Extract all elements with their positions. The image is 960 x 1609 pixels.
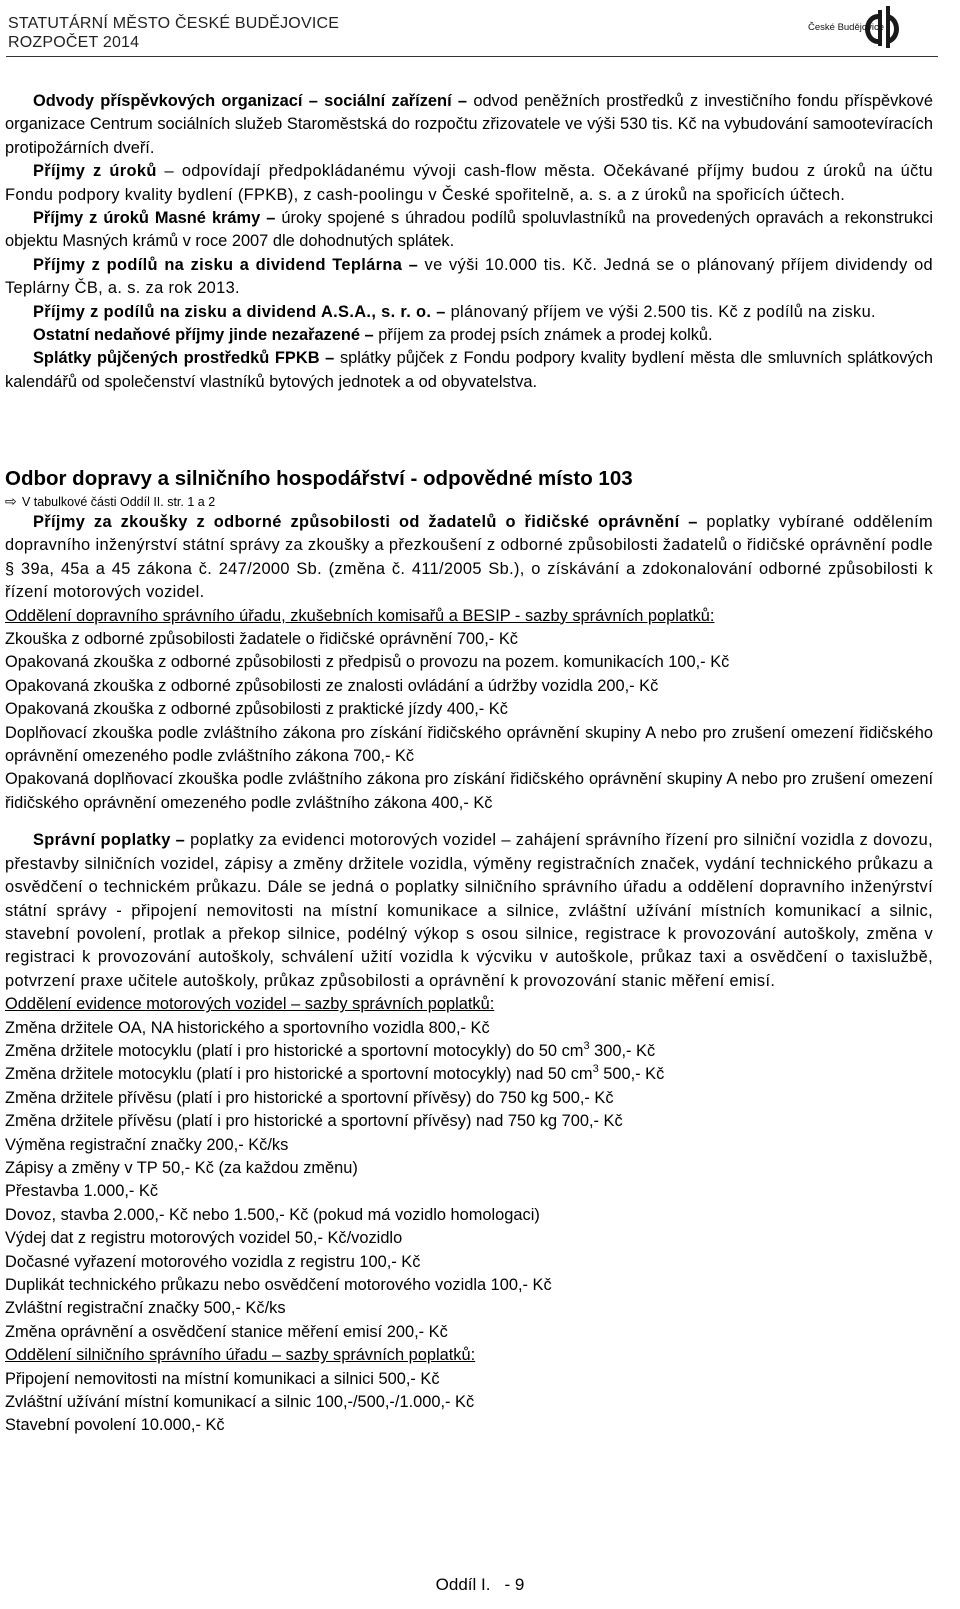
fee-list-silnicni xyxy=(5,1368,933,1438)
paragraph-odvody: Odvody příspěvkových organizací – sociální zařízení – odvod peněžních prostředků z investičního fondu příspěvkové organizace Centrum sociálních služeb Staroměstská do rozpočtu zřizovatele ve výši 530 tis. Kč na vybudování samootevíracích protipožárních dveří. xyxy=(5,92,933,157)
list-item: Připojení nemovitosti na místní komunikaci a silnici 500,- Kč xyxy=(5,1369,440,1388)
footer-section-label: Oddíl I. xyxy=(435,1575,491,1594)
term-masne-kramy: Příjmy z úroků Masné krámy – xyxy=(33,209,276,228)
paragraph-splatky: Splátky půjčených prostředků FPKB – splátky půjček z Fondu podpory kvality bydlení města dle smluvních splátkových kalendářů od společenství vlastníků bytových jednotek a od obyvatelstva. xyxy=(5,349,933,391)
list-heading-besip: Oddělení dopravního správního úřadu, zkušebních komisařů a BESIP - sazby správních poplatků: xyxy=(5,606,715,625)
paragraph-zkousky: Příjmy za zkoušky z odborné způsobilosti od žadatelů o řidičské oprávnění – poplatky vybírané oddělením dopravního inženýrství státní správy za zkoušky a přezkoušení z odborné způsobilosti žadatelů o řidičské oprávnění podle § 39a, 45a a 45 zákona č. 247/2000 Sb. (změna č. 411/2005 Sb.), o získávání a zdokonalování odborné způsobilosti k řízení motorových vozidel. xyxy=(5,513,934,602)
list-item: Opakovaná zkouška z odborné způsobilosti z praktické jízdy 400,- Kč xyxy=(5,700,508,719)
fee-list-besip xyxy=(5,628,933,815)
term-ostatni: Ostatní nedaňové příjmy jinde nezařazené – xyxy=(33,326,374,345)
list-item: Dočasné vyřazení motorového vozidla z registru 100,- Kč xyxy=(5,1252,421,1271)
list-heading-silnicni: Oddělení silničního správního úřadu – sazby správních poplatků: xyxy=(5,1346,476,1365)
paragraph-uroky: Příjmy z úroků – odpovídají předpokládanému vývoji cash-flow města. Očekávané příjmy budou z úroků na účtu Fondu podpory kvality bydlení (FPKB), z cash-poolingu v České spořitelně, a. s. a z úroků na spořicích účtech. xyxy=(5,162,934,204)
section-heading: Odbor dopravy a silničního hospodářství - odpovědné místo 103 xyxy=(5,467,633,490)
list-item: Duplikát technického průkazu nebo osvědčení motorového vozidla 100,- Kč xyxy=(5,1276,552,1294)
term-spravni-poplatky: Správní poplatky – xyxy=(33,831,186,850)
list-item: Změna držitele přívěsu (platí i pro historické a sportovní přívěsy) nad 750 kg 700,- Kč xyxy=(5,1112,623,1131)
term-teplarna: Příjmy z podílů na zisku a dividend Teplárna – xyxy=(33,255,419,274)
section-income-notes xyxy=(5,90,933,394)
list-item: Zápisy a změny v TP 50,- Kč (za každou změnu) xyxy=(5,1158,358,1177)
term-asa: Příjmy z podílů na zisku a dividend A.S.A., s. r. o. – xyxy=(33,302,446,321)
logo-text: České Budějovice xyxy=(808,22,885,33)
list-heading-evidence: Oddělení evidence motorových vozidel – sazby správních poplatků: xyxy=(5,995,495,1014)
paragraph-teplarna: Příjmy z podílů na zisku a dividend Teplárna – ve výši 10.000 tis. Kč. Jedná se o plánovaný příjem dividendy od Teplárny ČB, a. s. za rok 2013. xyxy=(5,255,934,298)
list-item: Stavební povolení 10.000,- Kč xyxy=(5,1416,225,1435)
list-item: Výdej dat z registru motorových vozidel 50,- Kč/vozidlo xyxy=(5,1229,403,1248)
list-item: Změna držitele motocyklu (platí i pro historické a sportovní motocykly) do 50 $cm^3$ 300,- Kč xyxy=(5,1039,656,1060)
list-item: Změna držitele přívěsu (platí i pro historické a sportovní přívěsy) do 750 kg 500,- Kč xyxy=(5,1088,614,1107)
header-budget-title: ROZPOČET 2014 xyxy=(8,34,140,51)
list-item: Zvláštní užívání místní komunikací a silnic 100,-/500,-/1.000,- Kč xyxy=(5,1393,475,1412)
term-zkousky: Příjmy za zkoušky z odborné způsobilosti od žadatelů o řidičské oprávnění – xyxy=(33,513,698,531)
term-splatky: Splátky půjčených prostředků FPKB – xyxy=(33,349,335,368)
term-odvody: Odvody příspěvkových organizací – sociální zařízení – xyxy=(33,92,468,110)
city-logo xyxy=(808,4,938,50)
section-doprava xyxy=(5,466,933,1438)
list-item: Zkouška z odborné způsobilosti žadatele o řidičské oprávnění 700,- Kč xyxy=(5,630,518,649)
list-item: Změna oprávnění a osvědčení stanice měření emisí 200,- Kč xyxy=(5,1322,448,1341)
list-item: Opakovaná doplňovací zkouška podle zvláštního zákona pro získání řidičského oprávnění skupiny A nebo pro zrušení omezení řidičského oprávnění omezeného podle zvláštního zákona 400,- Kč xyxy=(5,770,933,812)
list-item: Doplňovací zkouška podle zvláštního zákona pro získání řidičského oprávnění skupiny A nebo pro zrušení omezení řidičského oprávnění omezeného podle zvláštního zákona 700,- Kč xyxy=(5,723,933,766)
table-reference-note: ⇨ V tabulkové části Oddíl II. str. 1 a 2 xyxy=(5,493,216,509)
paragraph-spravni-poplatky: Správní poplatky – poplatky za evidenci motorových vozidel – zahájení správního řízení pro silniční vozidla z dovozu, přestavby silničních vozidel, zápisy a změny držitele vozidla, výměny registračních značek, vydání technického průkazu a osvědčení o technickém průkazu. Dále se jedná o poplatky silničního správního úřadu a oddělení dopravního inženýrství státní správy - připojení nemovitosti na místní komunikace a silnice, zvláštní užívání místních komunikací a silnic, stavební povolení, protlak a překop silnice, podélný výkop s osou silnice, registrace k provozování autoškoly, změna v registraci k provozování autoškoly, schválení užití vozidla k výcviku v autoškole, průkaz taxi a osvědčení o taxislužbě, potvrzení praxe učitele autoškoly, průkaz způsobilosti a oprávnění k provozování stanic měření emisí. xyxy=(5,831,934,990)
list-item: Změna držitele OA, NA historického a sportovního vozidla 800,- Kč xyxy=(5,1018,490,1037)
paragraph-masne-kramy: Příjmy z úroků Masné krámy – úroky spojené s úhradou podílů spoluvlastníků na provedených opravách a rekonstrukci objektu Masných krámů v roce 2007 dle dohodnutých splátek. xyxy=(5,209,934,251)
list-item: Zvláštní registrační značky 500,- Kč/ks xyxy=(5,1299,286,1318)
list-item: Opakovaná zkouška z odborné způsobilosti ze znalosti ovládání a údržby vozidla 200,- Kč xyxy=(5,676,659,695)
list-item: Opakovaná zkouška z odborné způsobilosti z předpisů o provozu na pozem. komunikacích 100,- Kč xyxy=(5,653,730,672)
fee-list-evidence xyxy=(5,1017,933,1345)
header-divider xyxy=(6,56,938,57)
document-header xyxy=(8,14,339,52)
page-number: - 9 xyxy=(504,1575,525,1594)
list-item: Změna držitele motocyklu (platí i pro historické a sportovní motocykly) nad 50 $cm^3$ 500,- Kč xyxy=(5,1063,665,1084)
header-city-title: STATUTÁRNÍ MĚSTO ČESKÉ BUDĚJOVICE xyxy=(8,15,340,32)
list-item: Výměna registrační značky 200,- Kč/ks xyxy=(5,1135,289,1154)
list-item: Dovoz, stavba 2.000,- Kč nebo 1.500,- Kč (pokud má vozidlo homologaci) xyxy=(5,1205,540,1224)
term-uroky: Příjmy z úroků xyxy=(33,162,157,181)
list-item: Přestavba 1.000,- Kč xyxy=(5,1182,159,1201)
page-footer xyxy=(0,1575,960,1595)
paragraph-asa: Příjmy z podílů na zisku a dividend A.S.A., s. r. o. – plánovaný příjem ve výši 2.500 tis. Kč z podílů na zisku. xyxy=(33,302,876,321)
spacer xyxy=(5,815,933,829)
arrow-right-icon: ⇨ xyxy=(5,493,17,509)
paragraph-ostatni: Ostatní nedaňové příjmy jinde nezařazené – příjem za prodej psích známek a prodej kolků. xyxy=(33,326,713,345)
